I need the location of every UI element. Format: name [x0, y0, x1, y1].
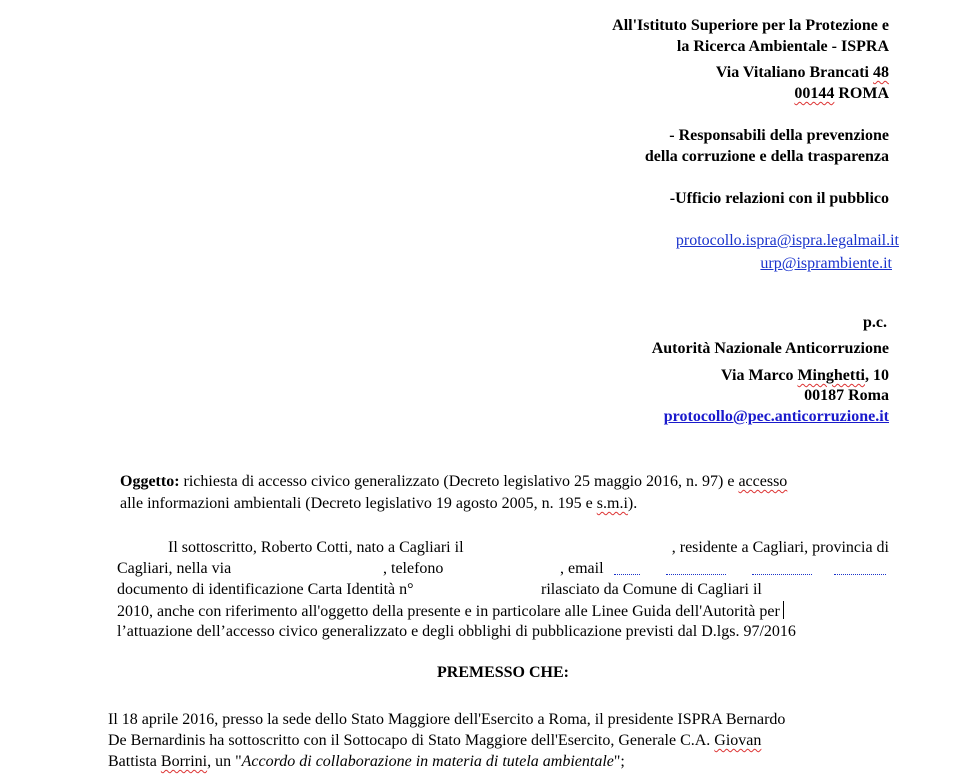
body-line4-text: 2010, anche con riferimento all'oggetto della presente e in particolare alle Linee Guida dell'Autorità per [117, 603, 780, 620]
subject-text-2: alle informazioni ambientali (Decreto legislativo 19 agosto 2005, n. 195 e [120, 495, 597, 512]
subject-line2 [120, 494, 637, 514]
premise-line3-c: , un " [207, 753, 242, 770]
premise-line1: Il 18 aprile 2016, presso la sede dello Stato Maggiore dell'Esercito a Roma, il presidente ISPRA Bernardo [108, 711, 786, 728]
email-link-protocollo[interactable]: protocollo.ispra@ispra.legalmail.it [675, 232, 899, 249]
cc-street-number: , 10 [865, 367, 889, 384]
cc-address-city: 00187 Roma [804, 387, 889, 404]
subject-line1 [120, 472, 787, 492]
premise-borrini: Borrini [160, 753, 208, 770]
premise-title: PREMESSO CHE: [436, 664, 569, 681]
premise-line3-e: "; [613, 753, 625, 770]
subject-label: Oggetto: [120, 473, 180, 490]
premise-line3 [108, 752, 625, 772]
subject-smi: s.m.i [596, 495, 628, 512]
subject-marked-word: accesso [738, 473, 788, 490]
body-line5: l’attuazione dell’accesso civico generalizzato e degli obblighi di pubblicazione previsti dal D.lgs. 97/2016 [117, 623, 796, 640]
postal-code: 00144 [794, 85, 835, 102]
premise-line2-text: De Bernardinis ha sottoscritto con il Sottocapo di Stato Maggiore dell'Esercito, Generale C.A. [108, 732, 715, 749]
body-line1a: Il sottoscritto, Roberto Cotti, nato a Cagliari il [168, 539, 464, 556]
recipient-ispra-line2: la Ricerca Ambientale - ISPRA [676, 38, 889, 55]
subject-text: richiesta di accesso civico generalizzato (Decreto legislativo 25 maggio 2016, n. 97) e [179, 473, 739, 490]
body-line2a: Cagliari, nella via [117, 560, 232, 577]
recipient-ispra-line1: All'Istituto Superiore per la Protezione e [612, 17, 889, 34]
cc-email-link[interactable]: protocollo@pec.anticorruzione.it [663, 408, 889, 425]
street-name: Via Vitaliano Brancati [715, 64, 869, 81]
body-line1b: , residente a Cagliari, provincia di [671, 539, 889, 556]
subject-end: ). [627, 495, 638, 512]
body-line2b: , telefono [383, 560, 444, 577]
redacted-email-link[interactable] [612, 559, 888, 579]
premise-line2 [108, 731, 761, 751]
cc-street-name: Minghetti [797, 367, 865, 384]
cc-label: p.c. [863, 314, 887, 331]
recipient-office1-line1: - Responsabili della prevenzione [669, 127, 889, 144]
body-line4 [117, 601, 784, 622]
street-number: 48 [873, 64, 889, 81]
body-line3a: documento di identificazione Carta Identità n° [117, 581, 414, 598]
city: ROMA [838, 85, 889, 102]
body-line3b: rilasciato da Comune di Cagliari il [541, 581, 762, 598]
recipient-office2: -Ufficio relazioni con il pubblico [669, 190, 889, 207]
recipient-address-street [716, 63, 889, 83]
cc-street-prefix: Via Marco [721, 367, 798, 384]
cc-address-street [721, 366, 889, 386]
premise-line3-a: Battista [108, 753, 161, 770]
cc-authority-name: Autorità Nazionale Anticorruzione [651, 340, 889, 357]
premise-giovan: Giovan [714, 732, 762, 749]
text-cursor [783, 601, 784, 619]
recipient-address-city [794, 84, 889, 104]
email-link-urp[interactable]: urp@isprambiente.it [760, 255, 892, 272]
body-line2c: , email [560, 560, 604, 577]
premise-accord-title: Accordo di collaborazione in materia di tutela ambientale [241, 753, 614, 770]
recipient-office1-line2: della corruzione e della trasparenza [644, 148, 889, 165]
